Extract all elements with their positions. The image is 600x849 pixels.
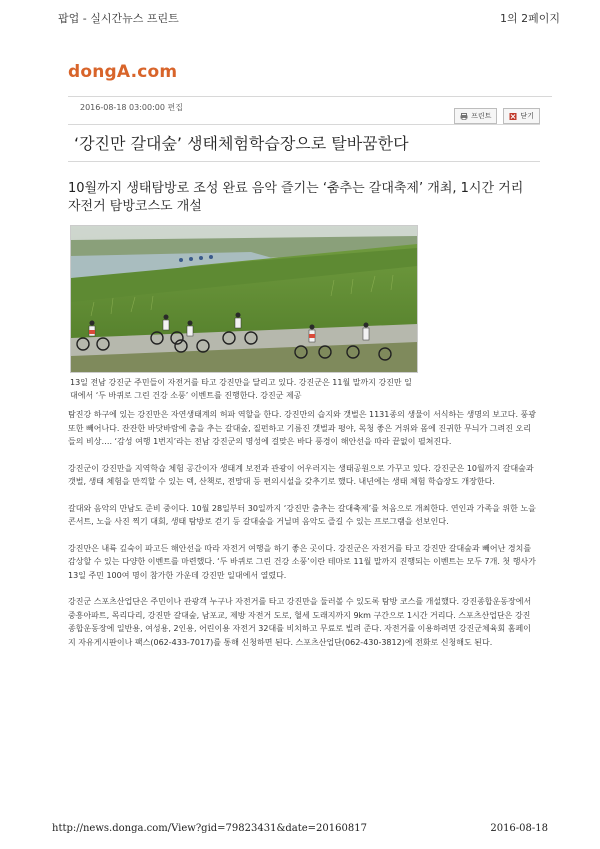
photo-caption: 13일 전남 강진군 주민들이 자전거를 타고 강진만을 달리고 있다. 강진군은 11월 말까지 강진만 일대에서 ‘두 바퀴로 그린 건강 소풍’ 이벤트를 진행한다. 강진군 제공: [70, 378, 412, 400]
printer-icon: [460, 113, 468, 120]
article-paragraph: 탐진강 하구에 있는 강진만은 자연생태계의 허파 역할을 한다. 강진만의 습지와 갯벌은 1131종의 생물이 서식하는 생명의 보고다. 풍광 또한 빼어나다. 잔잔한 바닷바람에 춤을 추는 갈대숲, 질펀하고 기름진 갯벌과 평야, 목청 좋은 거위와 몸에 진귀한 무늬가 그려진 오리들의 비상…. ‘감성 여행 1번지’라는 전남 강진군의 명성에 걸맞은 바다 풍경이 해안선을 따라 끝없이 펼쳐진다.: [68, 410, 536, 446]
cyclists-photo: [71, 226, 417, 372]
article-paragraph: 갈대와 음악의 만남도 준비 중이다. 10월 28일부터 30일까지 ‘강진만 춤추는 갈대축제’를 처음으로 개최한다. 연인과 가족을 위한 노을 콘서트, 노을 사진 찍기 대회, 생태 탐방로 걷기 등 갈대숲을 거닐며 음악도 즐길 수 있는 프로그램을 선보인다.: [68, 503, 536, 526]
article-datetime: 2016-08-18 03:00:00 편집: [80, 103, 183, 112]
brand-bar: [68, 56, 552, 97]
close-button[interactable]: [503, 108, 540, 124]
print-date: 2016-08-18: [490, 823, 548, 834]
article-subtitle: 10월까지 생태탐방로 조성 완료 음악 즐기는 ‘춤추는 갈대축제’ 개최, 1시간 거리 자전거 탐방코스도 개설: [68, 181, 524, 214]
article-tools: [454, 108, 540, 124]
article-photo: [70, 225, 418, 373]
print-button[interactable]: [454, 108, 497, 124]
article-paragraph: 강진군 스포츠산업단은 주민이나 관광객 누구나 자전거를 타고 강진만을 둘러볼 수 있도록 탐방 코스를 개설했다. 강진종합운동장에서 중흥아파트, 목리다리, 강진만 갈대숲, 남포교, 제방 자전거 도로, 혈세 도래지까지 9km 구간으로 1시간 거리다. 스포츠산업단은 강진종합운동장에 일반용, 여성용, 2인용, 어린이용 자전거 32대를 비치하고 무료로 빌려 준다. 자전거를 이용하려면 강진군체육회 홈페이지 자유게시판이나 팩스(062-433-7017)를 통해 신청하면 된다. 스포츠산업단(062-430-3812)에 전화로 신청해도 된다.: [68, 597, 532, 647]
title-bar: [68, 124, 540, 162]
print-header: [58, 10, 560, 28]
close-icon: [509, 113, 517, 120]
close-label: 닫기: [520, 112, 534, 120]
article-title: ‘강진만 갈대숲’ 생태체험학습장으로 탈바꿈한다: [74, 134, 409, 153]
page-counter: 1의 2페이지: [500, 12, 560, 25]
article-paragraph: 강진만은 내륙 깊숙이 파고든 해안선을 따라 자전거 여행을 하기 좋은 곳이다. 강진군은 자전거를 타고 강진만 갈대숲과 빼어난 경치를 감상할 수 있는 다양한 이벤트를 마련했다. ‘두 바퀴로 그린 건강 소풍’이란 테마로 11월 말까지 진행되는 이벤트는 모두 7개. 첫 행사가 13일 주민 100여 명이 참가한 가운데 강진만 일대에서 열렸다.: [68, 543, 536, 580]
donga-logo[interactable]: dongA.com: [68, 62, 178, 82]
print-label: 프린트: [471, 112, 492, 120]
source-url: http://news.donga.com/View?gid=79823431&date=20160817: [52, 823, 367, 834]
article-paragraph: 강진군이 강진만을 지역학습 체험 공간이자 생태계 보전과 관광이 어우러지는 생태공원으로 가꾸고 있다. 강진군은 10월까지 갈대숲과 갯벌, 생태 체험을 만끽할 수 있는 덱, 산책로, 전망대 등 편의시설을 갖추기로 했다. 내년에는 생태 체험 학습장도 개장한다.: [68, 463, 534, 486]
print-header-title: 팝업 - 실시간뉴스 프린트: [58, 12, 179, 25]
article-body: [68, 408, 536, 662]
print-footer: [52, 823, 548, 837]
